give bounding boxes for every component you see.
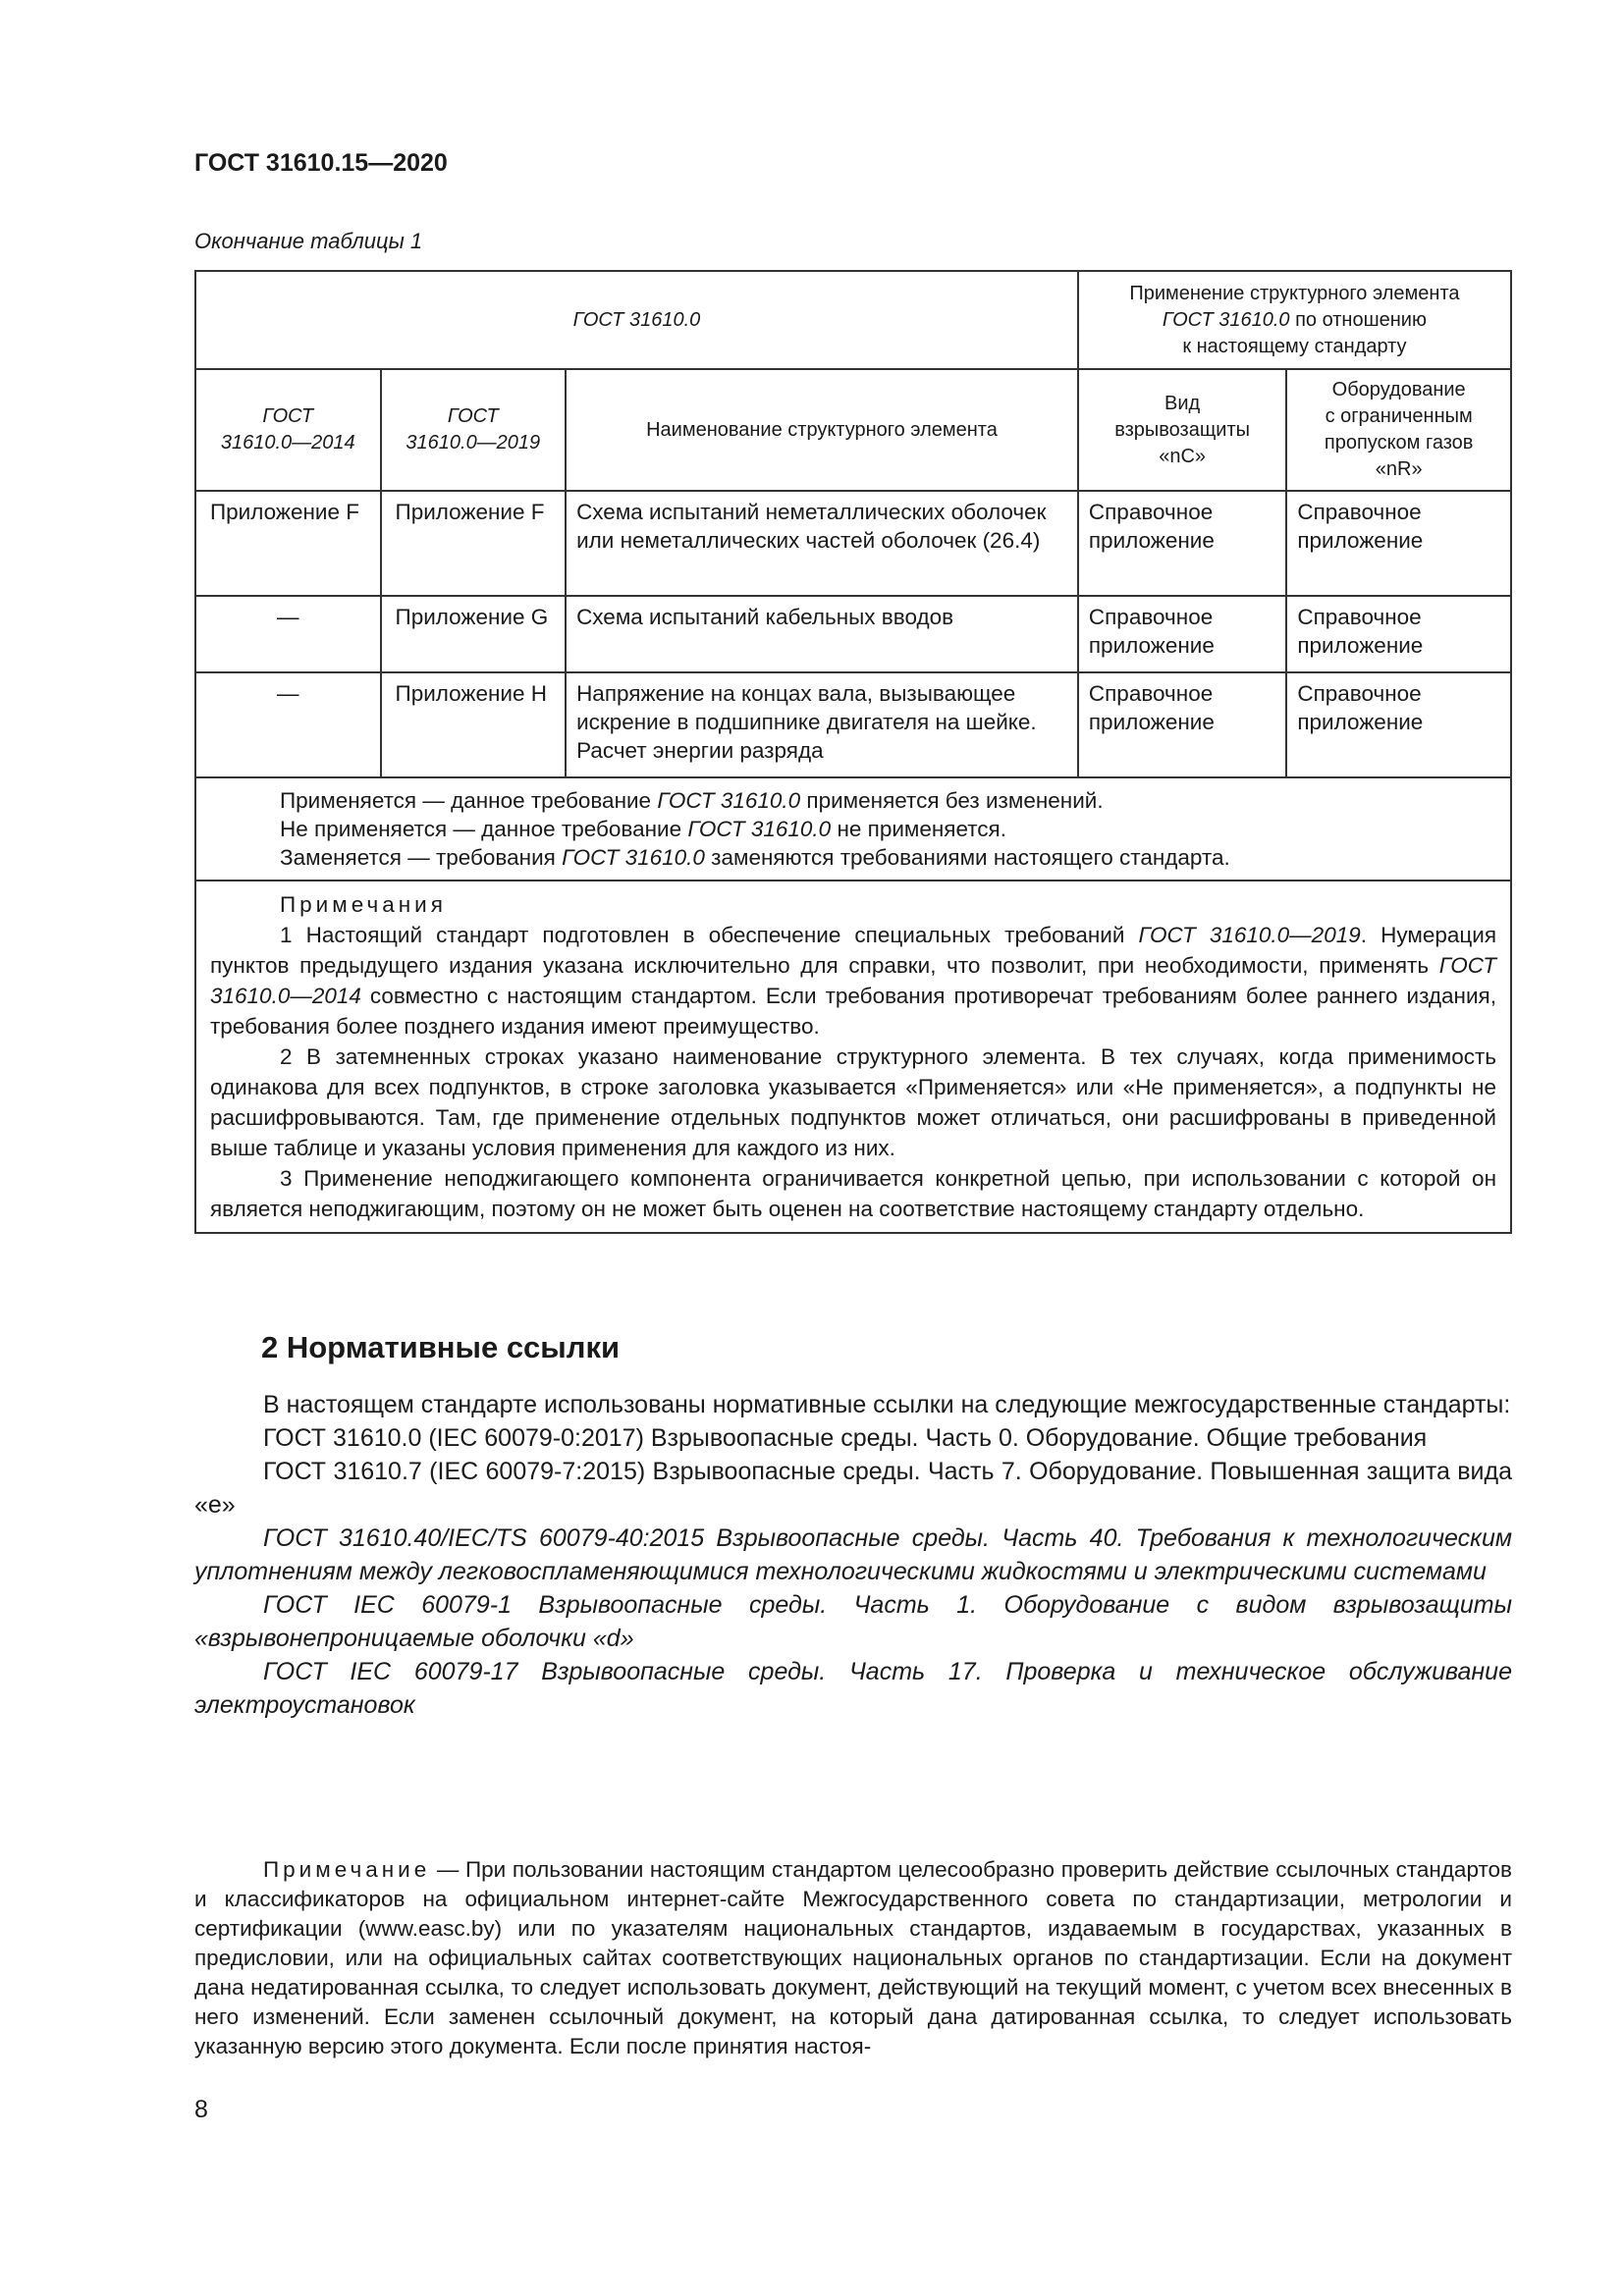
table-legend — [195, 777, 1511, 881]
page-number: 8 — [194, 2096, 208, 2123]
table-group-header-right: Применение структурного элемента ГОСТ 31610.0 по отношению к настоящему стандарту — [1078, 271, 1511, 369]
col-header-name: Наименование структурного элемента — [566, 369, 1078, 491]
note-label: Примечание — [263, 1857, 431, 1882]
legend-line: Применяется — данное требование ГОСТ 31610.0 применяется без изменений. — [280, 788, 1104, 813]
table-cell: Приложение G — [381, 596, 567, 672]
table-cell: Справочное приложение — [1078, 672, 1286, 777]
section-intro: В настоящем стандарте использованы нормативные ссылки на следующие межгосударственные стандарты: — [263, 1391, 1511, 1418]
table-notes — [195, 881, 1511, 1233]
table-cell: Приложение H — [381, 672, 567, 777]
table-cell: Справочное приложение — [1286, 596, 1511, 672]
legend-line: Заменяется — требования ГОСТ 31610.0 заменяются требованиями настоящего стандарта. — [280, 845, 1230, 870]
col-header-2014: ГОСТ 31610.0—2014 — [195, 369, 381, 491]
table-row — [195, 491, 1511, 596]
table-cell: Справочное приложение — [1078, 596, 1286, 672]
table-cell: — — [195, 672, 381, 777]
table-caption: Окончание таблицы 1 — [194, 229, 423, 253]
table-cell: Приложение F — [381, 491, 567, 596]
notes-title: Примечания — [280, 892, 447, 917]
table-cell: Схема испытаний неметаллических оболочек или неметаллических частей оболочек (26.4) — [566, 491, 1078, 596]
section-note — [194, 1855, 1512, 2061]
table-column-headers — [195, 369, 1511, 491]
doc-code: ГОСТ 31610.15—2020 — [194, 149, 448, 177]
legend-line: Не применяется — данное требование ГОСТ 31610.0 не применяется. — [280, 817, 1006, 841]
table-row — [195, 672, 1511, 777]
ref-item: ГОСТ IEC 60079-1 Взрывоопасные среды. Часть 1. Оборудование с видом взрывозащиты «взрывонепроницаемые оболочки «d» — [194, 1591, 1512, 1652]
table-cell: Приложение F — [195, 491, 381, 596]
table-cell: — — [195, 596, 381, 672]
table-cell: Справочное приложение — [1286, 491, 1511, 596]
note-1: 1 Настоящий стандарт подготовлен в обеспечение специальных требований ГОСТ 31610.0—2019. Нумерация пунктов предыдущего издания указана исключительно для справки, что позволит, при необходимости, применять ГОСТ 31610.0—2014 совместно с настоящим стандартом. Если требования противоречат требованиям более раннего издания, требования более позднего издания имеют преимущество. — [210, 923, 1496, 1039]
ref-item: ГОСТ IEC 60079-17 Взрывоопасные среды. Часть 17. Проверка и техническое обслуживание электроустановок — [194, 1658, 1512, 1719]
ref-item: ГОСТ 31610.40/IEC/TS 60079-40:2015 Взрывоопасные среды. Часть 40. Требования к технологическим уплотнениям между легковоспламеняющимися технологическими жидкостями и электрическими системами — [194, 1524, 1512, 1585]
table-cell: Схема испытаний кабельных вводов — [566, 596, 1078, 672]
col-header-nc: Вид взрывозащиты «nC» — [1078, 369, 1286, 491]
table-cell: Справочное приложение — [1286, 672, 1511, 777]
structure-table — [194, 270, 1512, 1234]
note-3: 3 Применение неподжигающего компонента ограничивается конкретной цепью, при использовании с которой он является неподжигающим, поэтому он не может быть оценен на соответствие настоящему стандарту отдельно. — [210, 1166, 1496, 1221]
col-header-nr: Оборудование с ограниченным пропуском газов «nR» — [1286, 369, 1511, 491]
ref-item: ГОСТ 31610.0 (IEC 60079-0:2017) Взрывоопасные среды. Часть 0. Оборудование. Общие требования — [263, 1424, 1428, 1452]
section-title: 2 Нормативные ссылки — [261, 1330, 621, 1364]
table-cell: Напряжение на концах вала, вызывающее искрение в подшипнике двигателя на шейке. Расчет энергии разряда — [566, 672, 1078, 777]
note-text: — При пользовании настоящим стандартом целесообразно проверить действие ссылочных стандартов и классификаторов на официальном интернет-сайте Межгосударственного совета по стандартизации, метрологии и сертификации (www.easc.by) или по указателям национальных стандартов, издаваемым в государствах, указанных в предисловии, или на официальных сайтах соответствующих национальных органов по стандартизации. Если на документ дана недатированная ссылка, то следует использовать документ, действующий на текущий момент, с учетом всех внесенных в него изменений. Если заменен ссылочный документ, на который дана датированная ссылка, то следует использовать указанную версию этого документа. Если после принятия настоя- — [194, 1857, 1512, 2058]
note-2: 2 В затемненных строках указано наименование структурного элемента. В тех случаях, когда применимость одинакова для всех подпунктов, в строке заголовка указывается «Применяется» или «Не применяется», а подпункты не расшифровываются. Там, где применение отдельных подпунктов может отличаться, они расшифрованы в приведенной выше таблице и указаны условия применения для каждого из них. — [210, 1044, 1496, 1160]
table-cell: Справочное приложение — [1078, 491, 1286, 596]
section-body — [194, 1388, 1512, 1722]
table-row — [195, 596, 1511, 672]
col-header-2019: ГОСТ 31610.0—2019 — [381, 369, 567, 491]
table-group-header-left: ГОСТ 31610.0 — [195, 271, 1078, 369]
ref-item: ГОСТ 31610.7 (IEC 60079-7:2015) Взрывоопасные среды. Часть 7. Оборудование. Повышенная защита вида «е» — [194, 1458, 1512, 1519]
